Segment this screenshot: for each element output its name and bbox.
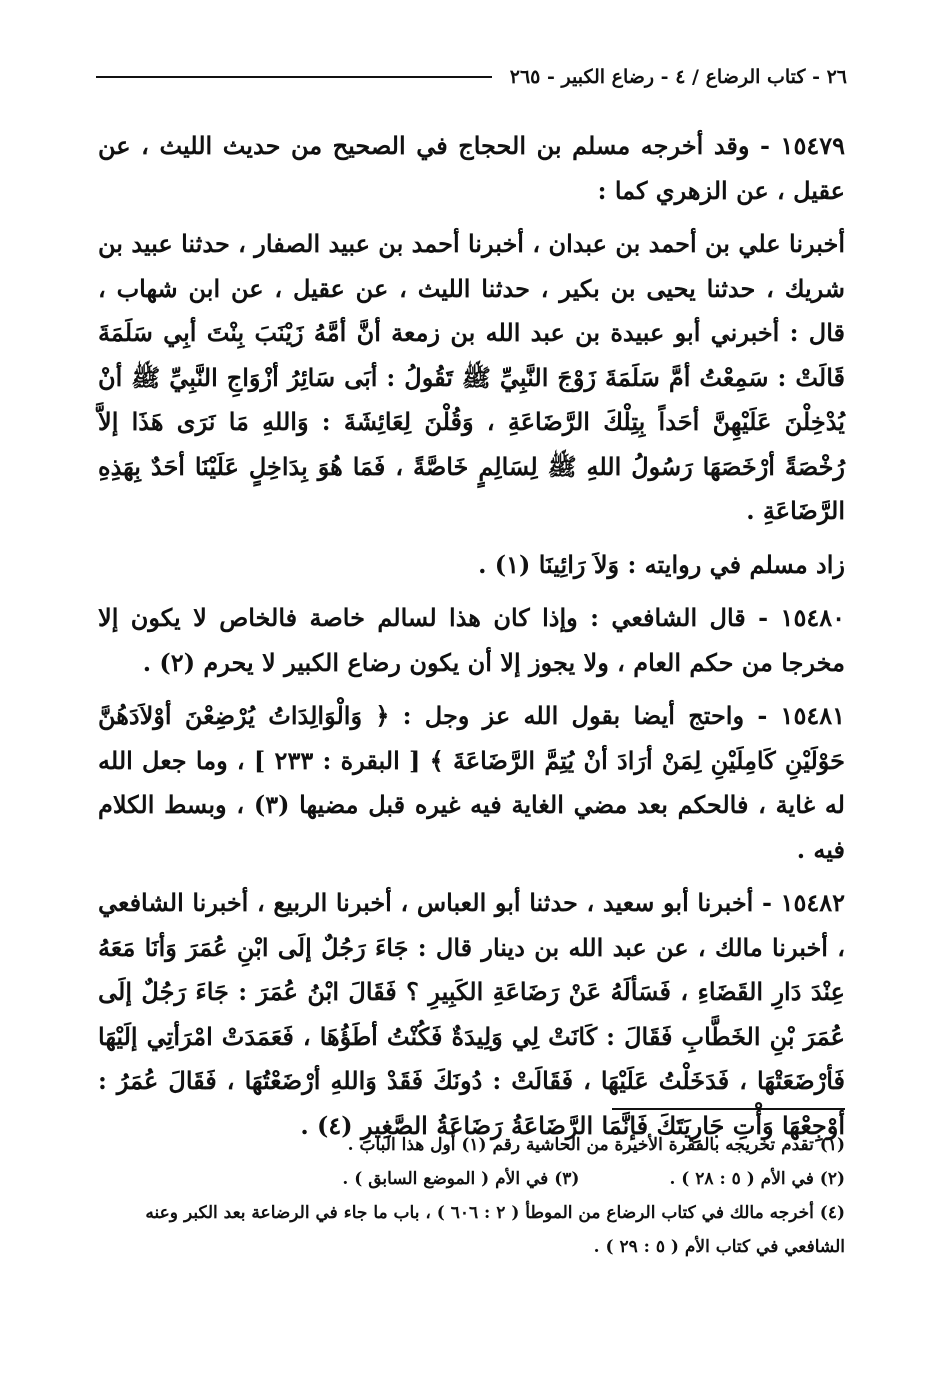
footnote-separator xyxy=(612,1108,845,1110)
footnote-2: (٢) في الأم ( ٥ : ٢٨ ) . xyxy=(669,1169,845,1189)
header-rule xyxy=(96,76,492,78)
paragraph-15479: ١٥٤٧٩ - وقد أخرجه مسلم بن الحجاج في الصحيح من حديث الليث ، عن عقيل ، عن الزهري كما : xyxy=(98,131,845,205)
running-header xyxy=(96,66,847,88)
paragraph-15481: ١٥٤٨١ - واحتج أيضا بقول الله عز وجل : ﴿ وَالْوَالِدَاتُ يُرْضِعْنَ أوْلاَدَهُنَّ حَوْلَيْنِ كَامِلَيْنِ لِمَنْ أرَادَ أنْ يُتِمَّ الرَّضَاعَةَ ﴾ [ البقرة : ٢٣٣ ] ، وما جعل الله له غاية ، فالحكم بعد مضي الغاية فيه غيره قبل مضيها (٣) ، وبسط الكلام فيه . xyxy=(98,701,845,864)
paragraph-isnad: أخبرنا علي بن أحمد بن عبدان ، أخبرنا أحمد بن عبيد الصفار ، حدثنا عبيد بن شريك ، حدثنا يحيى بن بكير ، حدثنا الليث ، عن عقيل ، عن ابن شهاب ، قال : أخبرني أبو عبيدة بن عبد الله بن زمعة أنَّ أمَّهُ زَيْنَبَ بِنْتَ أبِي سَلَمَةَ قَالَتْ : سَمِعْتُ أمَّ سَلَمَةَ زَوْجَ النَّبِيِّ ﷺ تَقُولُ : أبَى سَائِرُ أزْوَاجِ النَّبِيِّ ﷺ أنْ يُدْخِلْنَ عَلَيْهِنَّ أحَداً بِتِلْكَ الرَّضَاعَةِ ، وَقُلْنَ لِعَائِشَةَ : وَاللهِ مَا نَرَى هَذَا إلاَّ رُخْصَةً أرْخَصَهَا رَسُولُ اللهِ ﷺ لِسَالِمٍ خَاصَّةً ، فَمَا هُوَ بِدَاخِلٍ عَلَيْنَا أحَدٌ بِهَذِهِ الرَّضَاعَةِ . xyxy=(98,229,845,525)
footnotes xyxy=(98,1128,845,1264)
paragraph-15482: ١٥٤٨٢ - أخبرنا أبو سعيد ، حدثنا أبو العباس ، أخبرنا الربيع ، أخبرنا الشافعي ، أخبرنا مالك ، عن عبد الله بن دينار قال : جَاءَ رَجُلٌ إلَى ابْنِ عُمَرَ وَأنَا مَعَهُ عِنْدَ دَارِ القَضَاءِ ، فَسَألَهُ عَنْ رَضَاعَةِ الكَبِيرِ ؟ فَقَالَ ابْنُ عُمَرَ : جَاءَ رَجُلٌ إلَى عُمَرَ بْنِ الخَطَّابِ فَقَالَ : كَانَتْ لِي وَلِيدَةٌ فَكُنْتُ أطَؤُهَا ، فَعَمَدَتْ امْرَأتِي إلَيْهَا فَأرْضَعَتْهَا ، فَدَخَلْتُ عَلَيْهَا ، فَقَالَتْ : دُونَكَ فَقَدْ وَاللهِ أرْضَعْتُهَا ، فَقَالَ عُمَرُ : أوْجِعْهَا وَأْتِ جَارِيَتَكَ فَإنَّمَا الرَّضَاعَةُ رَضَاعَةُ الصَّغِيرِ (٤) . xyxy=(98,888,846,1140)
footnote-4: (٤) أخرجه مالك في كتاب الرضاع من الموطأ ( ٢ : ٦٠٦ ) ، باب ما جاء في الرضاعة بعد الكبر وعنه الشافعي في كتاب الأم ( ٥ : ٢٩ ) . xyxy=(145,1203,845,1257)
paragraph-15480: ١٥٤٨٠ - قال الشافعي : وإذا كان هذا لسالم خاصة فالخاص لا يكون إلا مخرجا من حكم العام ، ولا يجوز إلا أن يكون رضاع الكبير لا يحرم (٢) . xyxy=(98,603,845,677)
footnote-3: (٣) في الأم ( الموضع السابق ) . xyxy=(342,1169,580,1189)
running-title: ٢٦ - كتاب الرضاع / ٤ - رضاع الكبير - ٢٦٥ xyxy=(509,66,847,88)
paragraph-muslim-addition: زاد مسلم في روايته : وَلاَ رَائِينَا (١) . xyxy=(478,549,845,579)
footnote-row xyxy=(98,1162,845,1196)
footnote-1: (١) تقدم تخريجه بالفقرة الأخيرة من الحاشية رقم (١) أول هذا الباب . xyxy=(347,1135,845,1155)
main-text xyxy=(98,124,845,1157)
